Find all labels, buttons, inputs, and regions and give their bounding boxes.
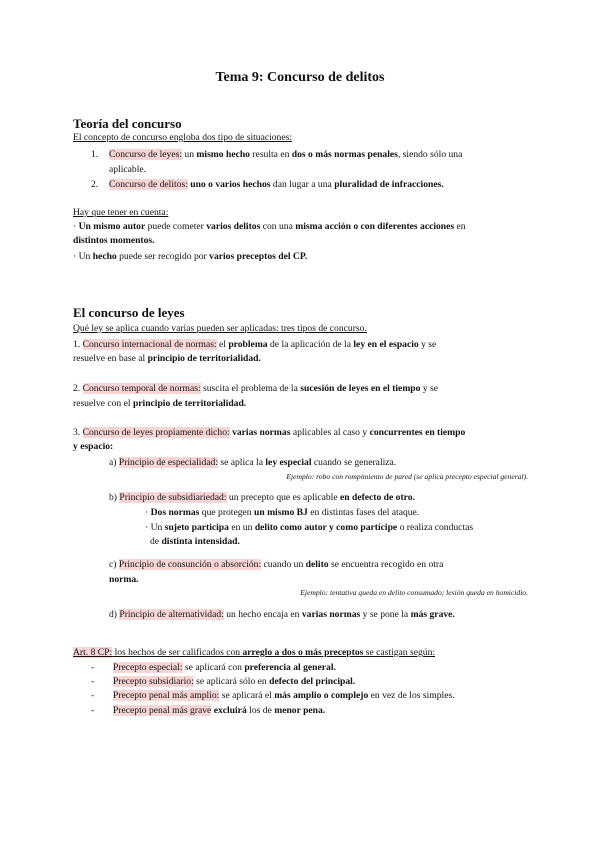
text: y se — [418, 339, 437, 350]
bold-text: delito como autor y como partícipe — [254, 522, 398, 533]
para-1 — [73, 338, 528, 351]
text: un hecho encaja en — [223, 609, 302, 620]
bold-text: varias normas — [301, 609, 361, 620]
text: se encuentra recogido en otra — [328, 559, 444, 570]
term-consuncion: Principio de consunción o absorción: — [118, 559, 262, 570]
bold-text: pluralidad de infracciones. — [334, 179, 444, 190]
list-item-1 — [91, 148, 528, 161]
text: · — [145, 507, 151, 518]
term-concurso-leyes: Concurso de leyes: — [109, 149, 183, 160]
list-number: 2. — [91, 179, 99, 190]
para-1-cont — [73, 352, 528, 365]
para-2 — [73, 382, 528, 395]
list-item-2 — [91, 178, 528, 191]
art8-item-2 — [91, 675, 528, 688]
term-precepto-amplio: Precepto penal más amplio: — [113, 690, 220, 701]
text: dan lugar a una — [270, 179, 335, 190]
principle-a — [109, 456, 528, 469]
list-item-1-cont: aplicable. — [109, 164, 147, 175]
text: puede cometer — [145, 221, 207, 232]
note-line-1 — [73, 220, 528, 233]
term-precepto-subsidiario: Precepto subsidiario: — [113, 676, 194, 687]
dash-bullet: - — [91, 662, 95, 673]
intro-text: El concepto de concurso engloba dos tipo de situaciones: — [73, 132, 292, 143]
bold-text: Un mismo autor — [78, 221, 146, 232]
principle-c-cont — [109, 573, 528, 586]
example-c: Ejemplo: tentativa queda en delito consumado; lesión queda en homicidio. — [300, 588, 528, 597]
bold-text: excluirá — [213, 705, 247, 716]
text: , siendo sólo una — [397, 149, 463, 160]
text: o realiza conductas — [397, 522, 474, 533]
text: de la aplicación de la — [267, 339, 354, 350]
term-concurso-temporal: Concurso temporal de normas: — [82, 383, 201, 394]
bold-text: misma acción o con diferentes acciones — [295, 221, 455, 232]
bold-text: ley en el espacio — [353, 339, 419, 350]
text: suscita el problema de la — [200, 383, 301, 394]
bold-text: sucesión de leyes en el tiempo — [300, 383, 421, 394]
text: 3. — [73, 427, 83, 438]
text: con una — [260, 221, 296, 232]
bold-text: distintos momentos. — [73, 235, 155, 246]
bold-text: principio de territorialidad. — [147, 353, 261, 364]
text: se aplicará el — [219, 690, 275, 701]
bold-text: hecho — [92, 251, 117, 262]
term-precepto-grave: Precepto penal más grave — [113, 705, 212, 716]
bold-text: concurrentes en tiempo — [369, 427, 466, 438]
text: d) — [109, 609, 120, 620]
section2-intro — [73, 322, 528, 335]
bold-text: uno o varios hechos — [190, 179, 271, 190]
principle-b-bullet-1 — [145, 506, 528, 519]
list-number: 1. — [91, 149, 99, 160]
art8-item-4 — [91, 704, 528, 717]
principle-d — [109, 608, 528, 621]
bold-text: varias normas — [232, 427, 291, 438]
term-concurso-delitos: Concurso de delitos: — [109, 179, 188, 190]
text: cuando un — [261, 559, 306, 570]
text: los hechos de ser calificados con — [112, 647, 243, 658]
note-line-2 — [73, 250, 528, 263]
dash-bullet: - — [91, 705, 95, 716]
principle-b-bullet-2-cont — [150, 535, 528, 548]
art8-item-1 — [91, 661, 528, 674]
principle-c — [109, 558, 528, 571]
bold-text: menor pena. — [274, 705, 326, 716]
text: 1. — [73, 339, 83, 350]
text: se aplicará sólo en — [193, 676, 270, 687]
text: b) — [109, 492, 120, 503]
text: se aplica la — [217, 457, 266, 468]
bold-text: distinta intensidad. — [161, 536, 240, 547]
text: de — [150, 536, 162, 547]
text: · Un — [73, 251, 93, 262]
example-a: Ejemplo: robo con rompimiento de pared (se aplica precepto especial general). — [286, 472, 528, 481]
text: aplicables al caso y — [290, 427, 370, 438]
bold-text: varios preceptos del CP. — [209, 251, 308, 262]
text: se castigan según: — [363, 647, 436, 658]
text: · Un — [145, 522, 165, 533]
text: 2. — [73, 383, 83, 394]
text: c) — [109, 559, 119, 570]
text: un — [182, 149, 197, 160]
text: los de — [246, 705, 275, 716]
term-concurso-internacional: Concurso internacional de normas: — [82, 339, 217, 350]
bold-text: sujeto participa — [164, 522, 229, 533]
principle-b-bullet-2 — [145, 521, 528, 534]
text: el — [216, 339, 229, 350]
bold-text: en defecto de otro. — [340, 492, 415, 503]
dash-bullet: - — [91, 690, 95, 701]
bold-text: principio de territorialidad. — [132, 398, 247, 409]
bold-text: arreglo a dos o más preceptos — [242, 647, 364, 658]
bold-text: más amplio o complejo — [274, 690, 369, 701]
para-3-cont — [73, 440, 528, 453]
text: puede ser recogido por — [116, 251, 210, 262]
bold-text: preferencia al general. — [244, 662, 336, 673]
section1-intro — [73, 131, 528, 144]
term-concurso-propiamente: Concurso de leyes propiamente dicho: — [82, 427, 230, 438]
art8-item-3 — [91, 689, 528, 702]
bold-text: y espacio: — [73, 441, 114, 452]
note-heading — [73, 206, 528, 219]
bold-text: norma. — [109, 574, 139, 585]
bold-text: varios delitos — [206, 221, 261, 232]
text: resuelve con el — [73, 398, 133, 409]
text: en un — [228, 522, 255, 533]
text: en — [454, 221, 466, 232]
art8-intro — [73, 646, 528, 659]
principle-b — [109, 491, 528, 504]
term-art8: Art. 8 CP: — [73, 647, 113, 658]
para-3 — [73, 426, 528, 439]
dash-bullet: - — [91, 676, 95, 687]
section-heading-concurso-leyes: El concurso de leyes — [73, 305, 185, 320]
note-line-1-cont — [73, 234, 528, 247]
text: resuelve en base al — [73, 353, 148, 364]
text: y se — [420, 383, 439, 394]
term-especialidad: Principio de especialidad: — [118, 457, 218, 468]
term-precepto-especial: Precepto especial: — [113, 662, 183, 673]
text: · — [73, 221, 79, 232]
bold-text: mismo hecho — [196, 149, 250, 160]
para-2-cont — [73, 397, 528, 410]
term-alternatividad: Principio de alternatividad: — [119, 609, 224, 620]
bold-text: un mismo BJ — [254, 507, 308, 518]
bold-text: delito — [305, 559, 329, 570]
text: en distintas fases del ataque. — [307, 507, 420, 518]
note-text: Hay que tener en cuenta: — [73, 207, 169, 218]
term-subsidiariedad: Principio de subsidiariedad: — [119, 492, 227, 503]
text: un precepto que es aplicable — [226, 492, 340, 503]
bold-text: problema — [228, 339, 268, 350]
text: se aplicará con — [182, 662, 245, 673]
document-title: Tema 9: Concurso de delitos — [215, 70, 385, 85]
text: cuando se generaliza. — [311, 457, 397, 468]
section-heading-teoria: Teoría del concurso — [73, 116, 182, 131]
bold-text: dos o más normas penales — [291, 149, 398, 160]
text: resulta en — [249, 149, 292, 160]
intro-text: Qué ley se aplica cuando varias pueden ser aplicadas: tres tipos de concurso. — [73, 323, 367, 334]
text: que protegen — [199, 507, 254, 518]
bold-text: defecto del principal. — [269, 676, 356, 687]
bold-text: más grave. — [410, 609, 455, 620]
text: a) — [109, 457, 119, 468]
text: y se pone la — [360, 609, 411, 620]
text: en vez de los simples. — [368, 690, 455, 701]
bold-text: Dos normas — [150, 507, 200, 518]
bold-text: ley especial — [265, 457, 312, 468]
